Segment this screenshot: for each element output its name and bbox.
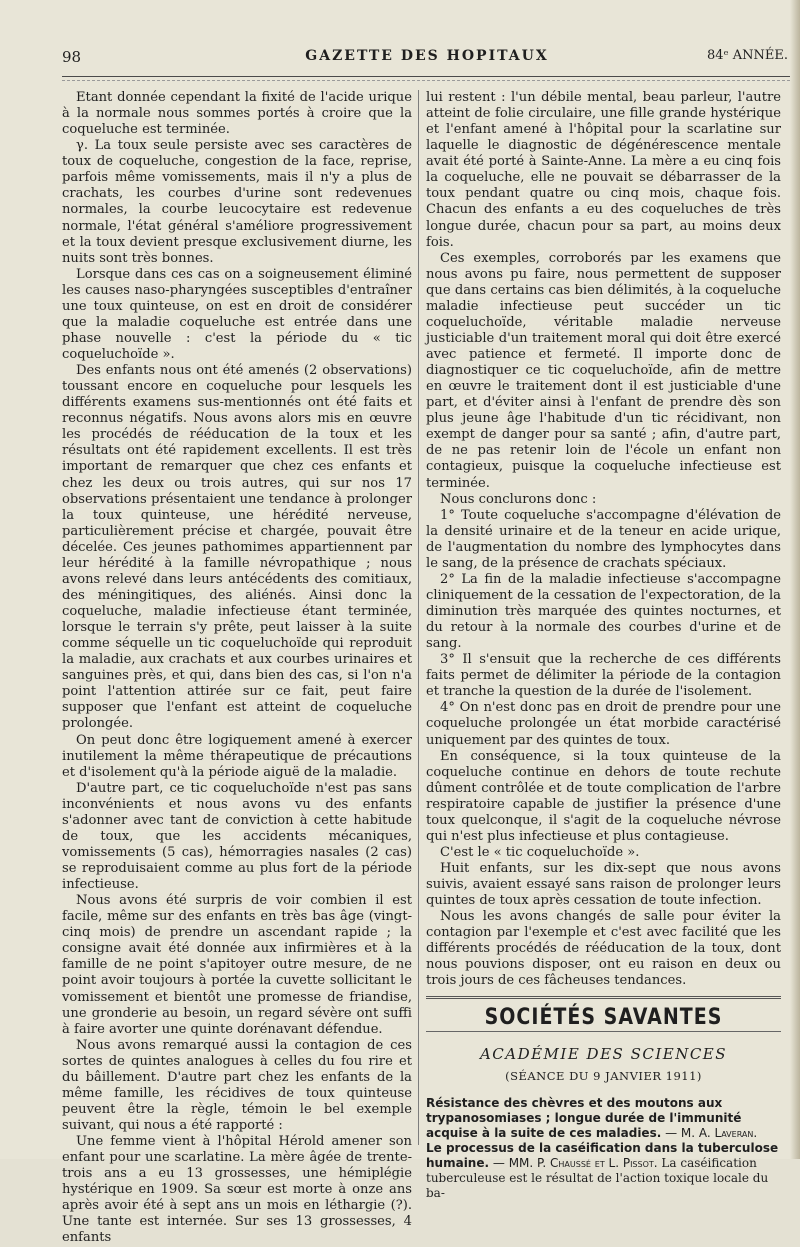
paragraph: γ. La toux seule persiste avec ses caractères de toux de coqueluche, congestion de la face, reprise, parfois même vomissements, mais il n'y a plus de crachats, les courbes d'urine sont redevenues normales, la courbe leucocytaire est redevenue normale, l'état général s'améliore progressivement et la toux devient presque exclusivement diurne, les nuits sont très bonnes. bbox=[62, 138, 412, 266]
journal-title: GAZETTE DES HOPITAUX bbox=[305, 48, 549, 64]
page-number: 98 bbox=[62, 48, 82, 66]
paragraph: Nous avons remarqué aussi la contagion de ces sortes de quintes analogues à celles du fou rire et du bâillement. D'autre part chez les enfants de la même famille, les récidives de toux quinteuse peuvent être la règle, témoin le bel exemple suivant, qui nous a été rapporté : bbox=[62, 1037, 412, 1133]
page-header bbox=[62, 48, 792, 72]
paragraph: Une femme vient à l'hôpital Hérold amener son enfant pour une scarlatine. La mère âgée de trente-trois ans a eu 13 grossesses, une hémiplégie hystérique en 1909. Sa sœur est morte à onze ans après avoir été à sept ans un mois en léthargie (?). Une tante est internée. Sur ses 13 grossesses, 4 enfants bbox=[62, 1134, 412, 1246]
paragraph: Etant donnée cependant la fixité de l'acide urique à la normale nous sommes portés à croire que la coqueluche est terminée. bbox=[62, 90, 412, 138]
paragraph: C'est le « tic coqueluchoïde ». bbox=[440, 844, 640, 860]
paragraph: Des enfants nous ont été amenés (2 observations) toussant encore en coqueluche pour lesquels les différents examens sus-mentionnés ont été faits et reconnus négatifs. Nous avons alors mis en œuvre les procédés de rééducation de la toux et les résultats ont été rapidement excellents. Il est très important de remarquer que chez ces enfants et chez les deux ou trois autres, qui sur nos 17 observations présentaient une tendance à prolonger la toux quinteuse, une hérédité nerveuse, particulièrement précise et chargée, pouvait être décelée. Ces jeunes pathomimes appartiennent par leur hérédité à la famille névropathique ; nous avons relevé dans leurs antécédents des comitiaux, des méningitiques, des aliénés. Ainsi donc la coqueluche, maladie infectieuse étant terminée, lorsque le terrain s'y prête, peut laisser à la suite comme séquelle un tic coqueluchoïde qui reproduit la maladie, aux crachats et aux courbes urinaires et sanguines près, et qui, dans bien des cas, si l'on n'a point l'attention attirée sur ce fait, peut faire supposer que l'enfant est atteint de coqueluche prolongée. bbox=[62, 363, 412, 732]
paragraph: Nous conclurons donc : bbox=[440, 491, 597, 507]
paragraph: Nous avons été surpris de voir combien il est facile, même sur des enfants en très bas âge (vingt-cinq mois) de prendre un ascendant rapide ; la consigne avait été donnée aux infirmières et à la famille de ne point s'apitoyer outre mesure, de ne point avoir toujours à portée la cuvette sollicitant le vomissement et bientôt une promesse de friandise, une gronderie au besoin, un regard sévère ont suffi à faire avorter une quinte dorénavant défendue. bbox=[62, 893, 412, 1037]
academy-heading: ACADÉMIE DES SCIENCES bbox=[479, 1044, 728, 1063]
entry bbox=[426, 1141, 781, 1201]
left-column bbox=[62, 90, 412, 1246]
right-column bbox=[426, 90, 781, 1200]
paragraph: lui restent : l'un débile mental, beau parleur, l'autre atteint de folie circulaire, une fille grande hystérique et l'enfant amené à l'hôpital pour la scarlatine sur laquelle le diagnostic de dégénérescence mentale avait été porté à Sainte-Anne. La mère a eu cinq fois la coqueluche, elle ne pouvait se débarrasser de la toux pendant quatre ou cinq mois, chaque fois. Chacun des enfants a eu des coqueluches de très longue durée, chacun pour sa part, au moins deux fois. bbox=[426, 90, 781, 250]
entry-author: — M. A. Laveran. bbox=[665, 1125, 758, 1140]
paragraph: D'autre part, ce tic coqueluchoïde n'est pas sans inconvénients et nous avons vu des enfants s'adonner avec tant de conviction à cette habitude de toux, que les accidents mécaniques, vomissements (5 cas), hémorragies nasales (2 cas) se reproduisaient comme au plus fort de la période infectieuse. bbox=[62, 780, 412, 893]
paragraph: Huit enfants, sur les dix-sept que nous avons suivis, avaient essayé sans raison de prolonger leurs quintes de toux après cessation de toute infection. bbox=[426, 861, 781, 909]
paragraph: 1° Toute coqueluche s'accompagne d'élévation de la densité urinaire et de la teneur en acide urique, de l'augmentation du nombre des lymphocytes dans le sang, de la présence de crachats spéciaux. bbox=[426, 507, 781, 571]
paragraph: En conséquence, si la toux quinteuse de la coqueluche continue en dehors de toute rechute dûment contrôlée et de toute complication de l'arbre respiratoire capable de justifier la présence d'une toux quelconque, il s'agit de la coqueluche névrose qui n'est plus infectieuse et plus contagieuse. bbox=[426, 748, 781, 844]
paragraph: 2° La fin de la maladie infectieuse s'accompagne cliniquement de la cessation de l'expectoration, de la diminution très marquée des quintes nocturnes, et du retour à la normale des courbes d'urine et de sang. bbox=[426, 571, 781, 652]
section-rule-thin bbox=[426, 1031, 781, 1032]
header-rule-dashed bbox=[62, 80, 790, 81]
paragraph: 3° Il s'ensuit que la recherche de ces différents faits permet de délimiter la période de la contagion et tranche la question de la durée de l'isolement. bbox=[426, 652, 781, 700]
header-rule bbox=[62, 76, 790, 77]
column-divider bbox=[418, 90, 419, 1145]
entry-title: Le processus de la caséification dans la tuberculose humaine. bbox=[426, 1140, 779, 1170]
entry bbox=[426, 1096, 781, 1141]
section-rule bbox=[426, 996, 781, 999]
entry-title: Résistance des chèvres et des moutons aux trypanosomiases ; longue durée de l'immunité acquise à la suite de ces maladies. bbox=[426, 1095, 742, 1140]
entry-author: — MM. P. Chaussé et L. Pissot. bbox=[492, 1155, 658, 1170]
entry-text: La caséification tuberculeuse est le résultat de l'action toxique locale du ba- bbox=[426, 1155, 769, 1200]
paragraph: Nous les avons changés de salle pour éviter la contagion par l'exemple et c'est avec facilité que les différents procédés de rééducation de la toux, dont nous pouvions disposer, ont eu raison en deux ou trois jours de ces fâcheuses tendances. bbox=[426, 909, 781, 989]
session-date bbox=[426, 1068, 781, 1084]
paragraph: Lorsque dans ces cas on a soigneusement éliminé les causes naso-pharyngées susceptibles d'entraîner une toux quinteuse, on est en droit de considérer que la maladie coqueluche est entrée dans une phase nouvelle : c'est la période du « tic coqueluchoïde ». bbox=[62, 266, 412, 362]
page-edge-shadow bbox=[790, 0, 800, 1159]
section-heading: SOCIÉTÉS SAVANTES bbox=[484, 1003, 723, 1030]
journal-year: 84ᵉ ANNÉE. bbox=[707, 48, 788, 63]
paragraph: 4° On n'est donc pas en droit de prendre pour une coqueluche prolongée un état morbide caractérisé uniquement par des quintes de toux. bbox=[426, 700, 781, 748]
session-prefix: (SÉANCE DU bbox=[505, 1068, 589, 1083]
session-date-value: 9 JANVIER 1911) bbox=[593, 1068, 702, 1083]
paragraph: On peut donc être logiquement amené à exercer inutilement la même thérapeutique de précautions et d'isolement qu'à la période aiguë de la maladie. bbox=[62, 732, 412, 780]
paragraph: Ces exemples, corroborés par les examens que nous avons pu faire, nous permettent de supposer que dans certains cas bien délimités, à la coqueluche maladie infectieuse peut succéder un tic coqueluchoïde, véritable maladie nerveuse justiciable d'un traitement moral qui doit être exercé avec patience et fermeté. Il importe donc de diagnostiquer ce tic coqueluchoïde, afin de mettre en œuvre le traitement dont il est justiciable d'une part, et d'éviter ainsi à l'enfant de prendre dès son plus jeune âge l'habitude d'un tic récidivant, non exempt de danger pour sa santé ; afin, d'autre part, de ne pas retenir loin de l'école un enfant non contagieux, puisque la coqueluche infectieuse est terminée. bbox=[426, 250, 781, 491]
